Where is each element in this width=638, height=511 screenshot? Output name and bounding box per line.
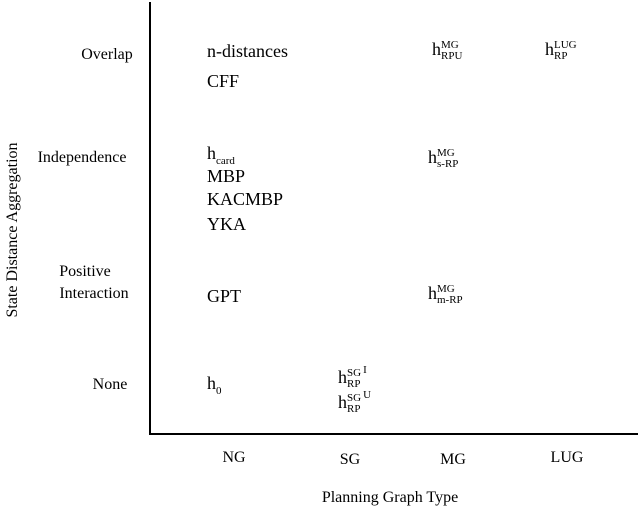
cell-mg-overlap-hrpu: h MG RPU <box>432 39 463 62</box>
y-axis-line <box>149 2 151 435</box>
cell-ng-independence-hcard: $h_{card}$ <box>207 143 235 167</box>
cell-lug-overlap-hrp: h LUG RP <box>545 39 577 62</box>
cell-ng-independence-yka: YKA <box>207 214 246 234</box>
cell-ng-overlap-ndistances: n-distances <box>207 41 288 61</box>
row-label-independence: Independence <box>37 149 127 166</box>
row-label-interaction: Interaction <box>59 285 129 302</box>
cell-mg-independence-hsrp: h MG s-RP <box>428 147 459 170</box>
cell-ng-overlap-cff: CFF <box>207 71 240 91</box>
col-label-lug: LUG <box>550 449 584 466</box>
cell-ng-positive-gpt: GPT <box>207 286 242 306</box>
cell-mg-positive-hmrp: h MG m-RP <box>428 283 463 306</box>
cell-sg-none-hrp-u: h SG RP $^U$ <box>338 389 372 415</box>
x-axis-title: Planning Graph Type <box>321 489 459 506</box>
cell-sg-none-hrp-i: h SG RP $^I$ <box>338 364 367 390</box>
col-label-ng: NG <box>222 449 246 466</box>
col-label-sg: SG <box>339 451 361 468</box>
row-label-none: None <box>92 376 128 393</box>
row-label-overlap: Overlap <box>81 46 133 63</box>
cell-ng-independence-kacmbp: KACMBP <box>207 189 284 209</box>
x-axis-line <box>149 433 638 435</box>
row-label-positive: Positive <box>59 263 111 280</box>
y-axis-title: State Distance Aggregation <box>4 142 21 318</box>
col-label-mg: MG <box>440 451 466 468</box>
cell-ng-independence-mbp: MBP <box>207 166 246 186</box>
cell-ng-none-h0: $h_0$ <box>207 373 222 397</box>
